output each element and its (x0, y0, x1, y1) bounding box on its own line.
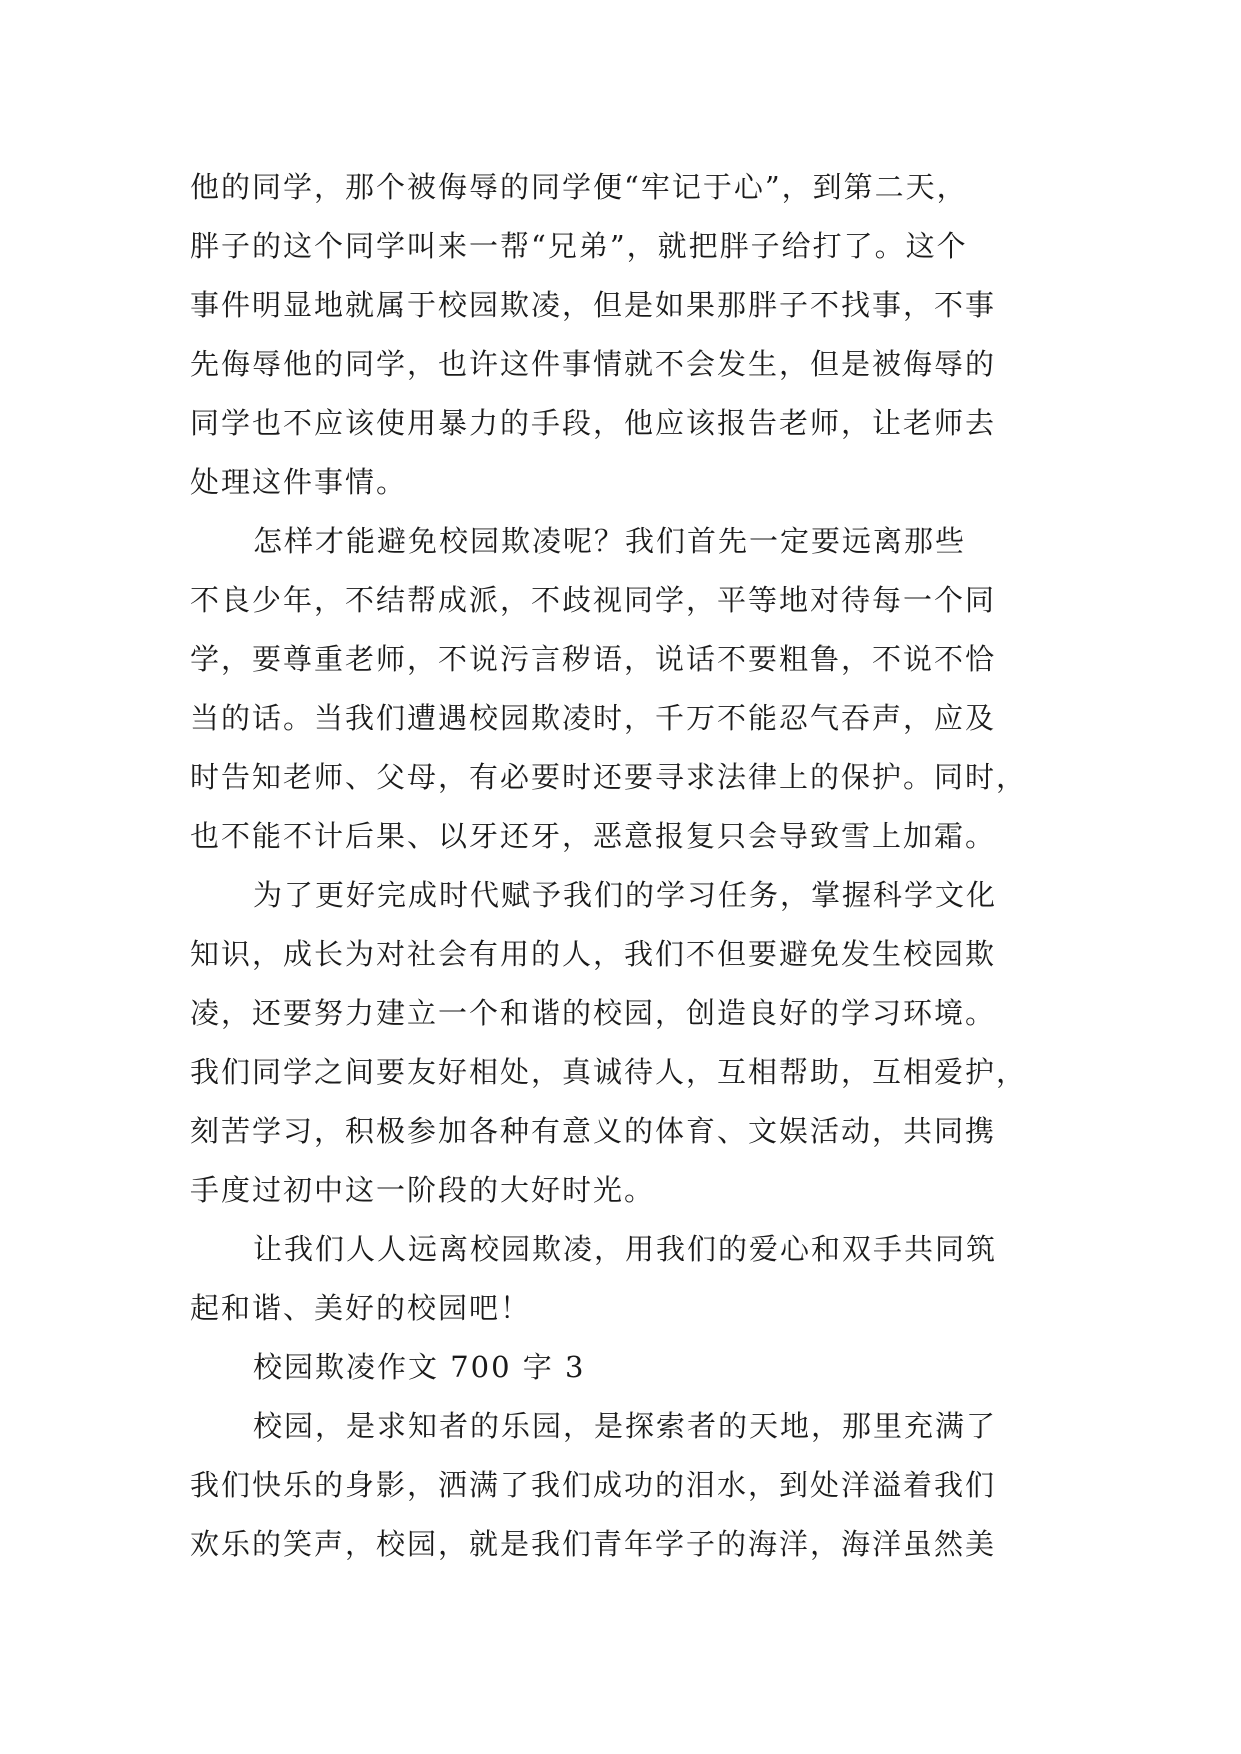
text-line: 当的话。当我们遭遇校园欺凌时，千万不能忍气吞声，应及 (190, 701, 997, 735)
text-line: 先侮辱他的同学，也许这件事情就不会发生，但是被侮辱的 (190, 347, 997, 381)
paragraph-first-line: 让我们人人远离校园欺凌，用我们的爱心和双手共同筑 (253, 1232, 998, 1266)
text-line: 起和谐、美好的校园吧！ (190, 1291, 532, 1325)
text-line: 我们同学之间要友好相处，真诚待人，互相帮助，互相爱护， (190, 1055, 1028, 1089)
text-line: 事件明显地就属于校园欺凌，但是如果那胖子不找事，不事 (190, 288, 997, 322)
text-line: 学，要尊重老师，不说污言秽语，说话不要粗鲁，不说不恰 (190, 642, 997, 676)
document-body (190, 158, 1060, 1574)
text-line: 处理这件事情。 (190, 465, 408, 499)
section-heading: 校园欺凌作文 700 字 3 (253, 1350, 586, 1384)
text-line: 不良少年，不结帮成派，不歧视同学，平等地对待每一个同 (190, 583, 997, 617)
text-line: 胖子的这个同学叫来一帮“兄弟”，就把胖子给打了。这个 (190, 229, 968, 263)
paragraph-first-line: 校园，是求知者的乐园，是探索者的天地，那里充满了 (253, 1409, 998, 1443)
text-line: 刻苦学习，积极参加各种有意义的体育、文娱活动，共同携 (190, 1114, 997, 1148)
text-line: 同学也不应该使用暴力的手段，他应该报告老师，让老师去 (190, 406, 997, 440)
text-line: 他的同学，那个被侮辱的同学便“牢记于心”，到第二天， (190, 170, 968, 204)
text-line: 也不能不计后果、以牙还牙，恶意报复只会导致雪上加霜。 (190, 819, 997, 853)
text-line: 我们快乐的身影，洒满了我们成功的泪水，到处洋溢着我们 (190, 1468, 997, 1502)
text-line: 时告知老师、父母，有必要时还要寻求法律上的保护。同时， (190, 760, 1028, 794)
paragraph-first-line: 怎样才能避免校园欺凌呢？我们首先一定要远离那些 (253, 524, 967, 558)
text-line: 欢乐的笑声，校园，就是我们青年学子的海洋，海洋虽然美 (190, 1527, 997, 1561)
text-line: 凌，还要努力建立一个和谐的校园，创造良好的学习环境。 (190, 996, 997, 1030)
text-line: 知识，成长为对社会有用的人，我们不但要避免发生校园欺 (190, 937, 997, 971)
paragraph-first-line: 为了更好完成时代赋予我们的学习任务，掌握科学文化 (253, 878, 998, 912)
text-line: 手度过初中这一阶段的大好时光。 (190, 1173, 656, 1207)
